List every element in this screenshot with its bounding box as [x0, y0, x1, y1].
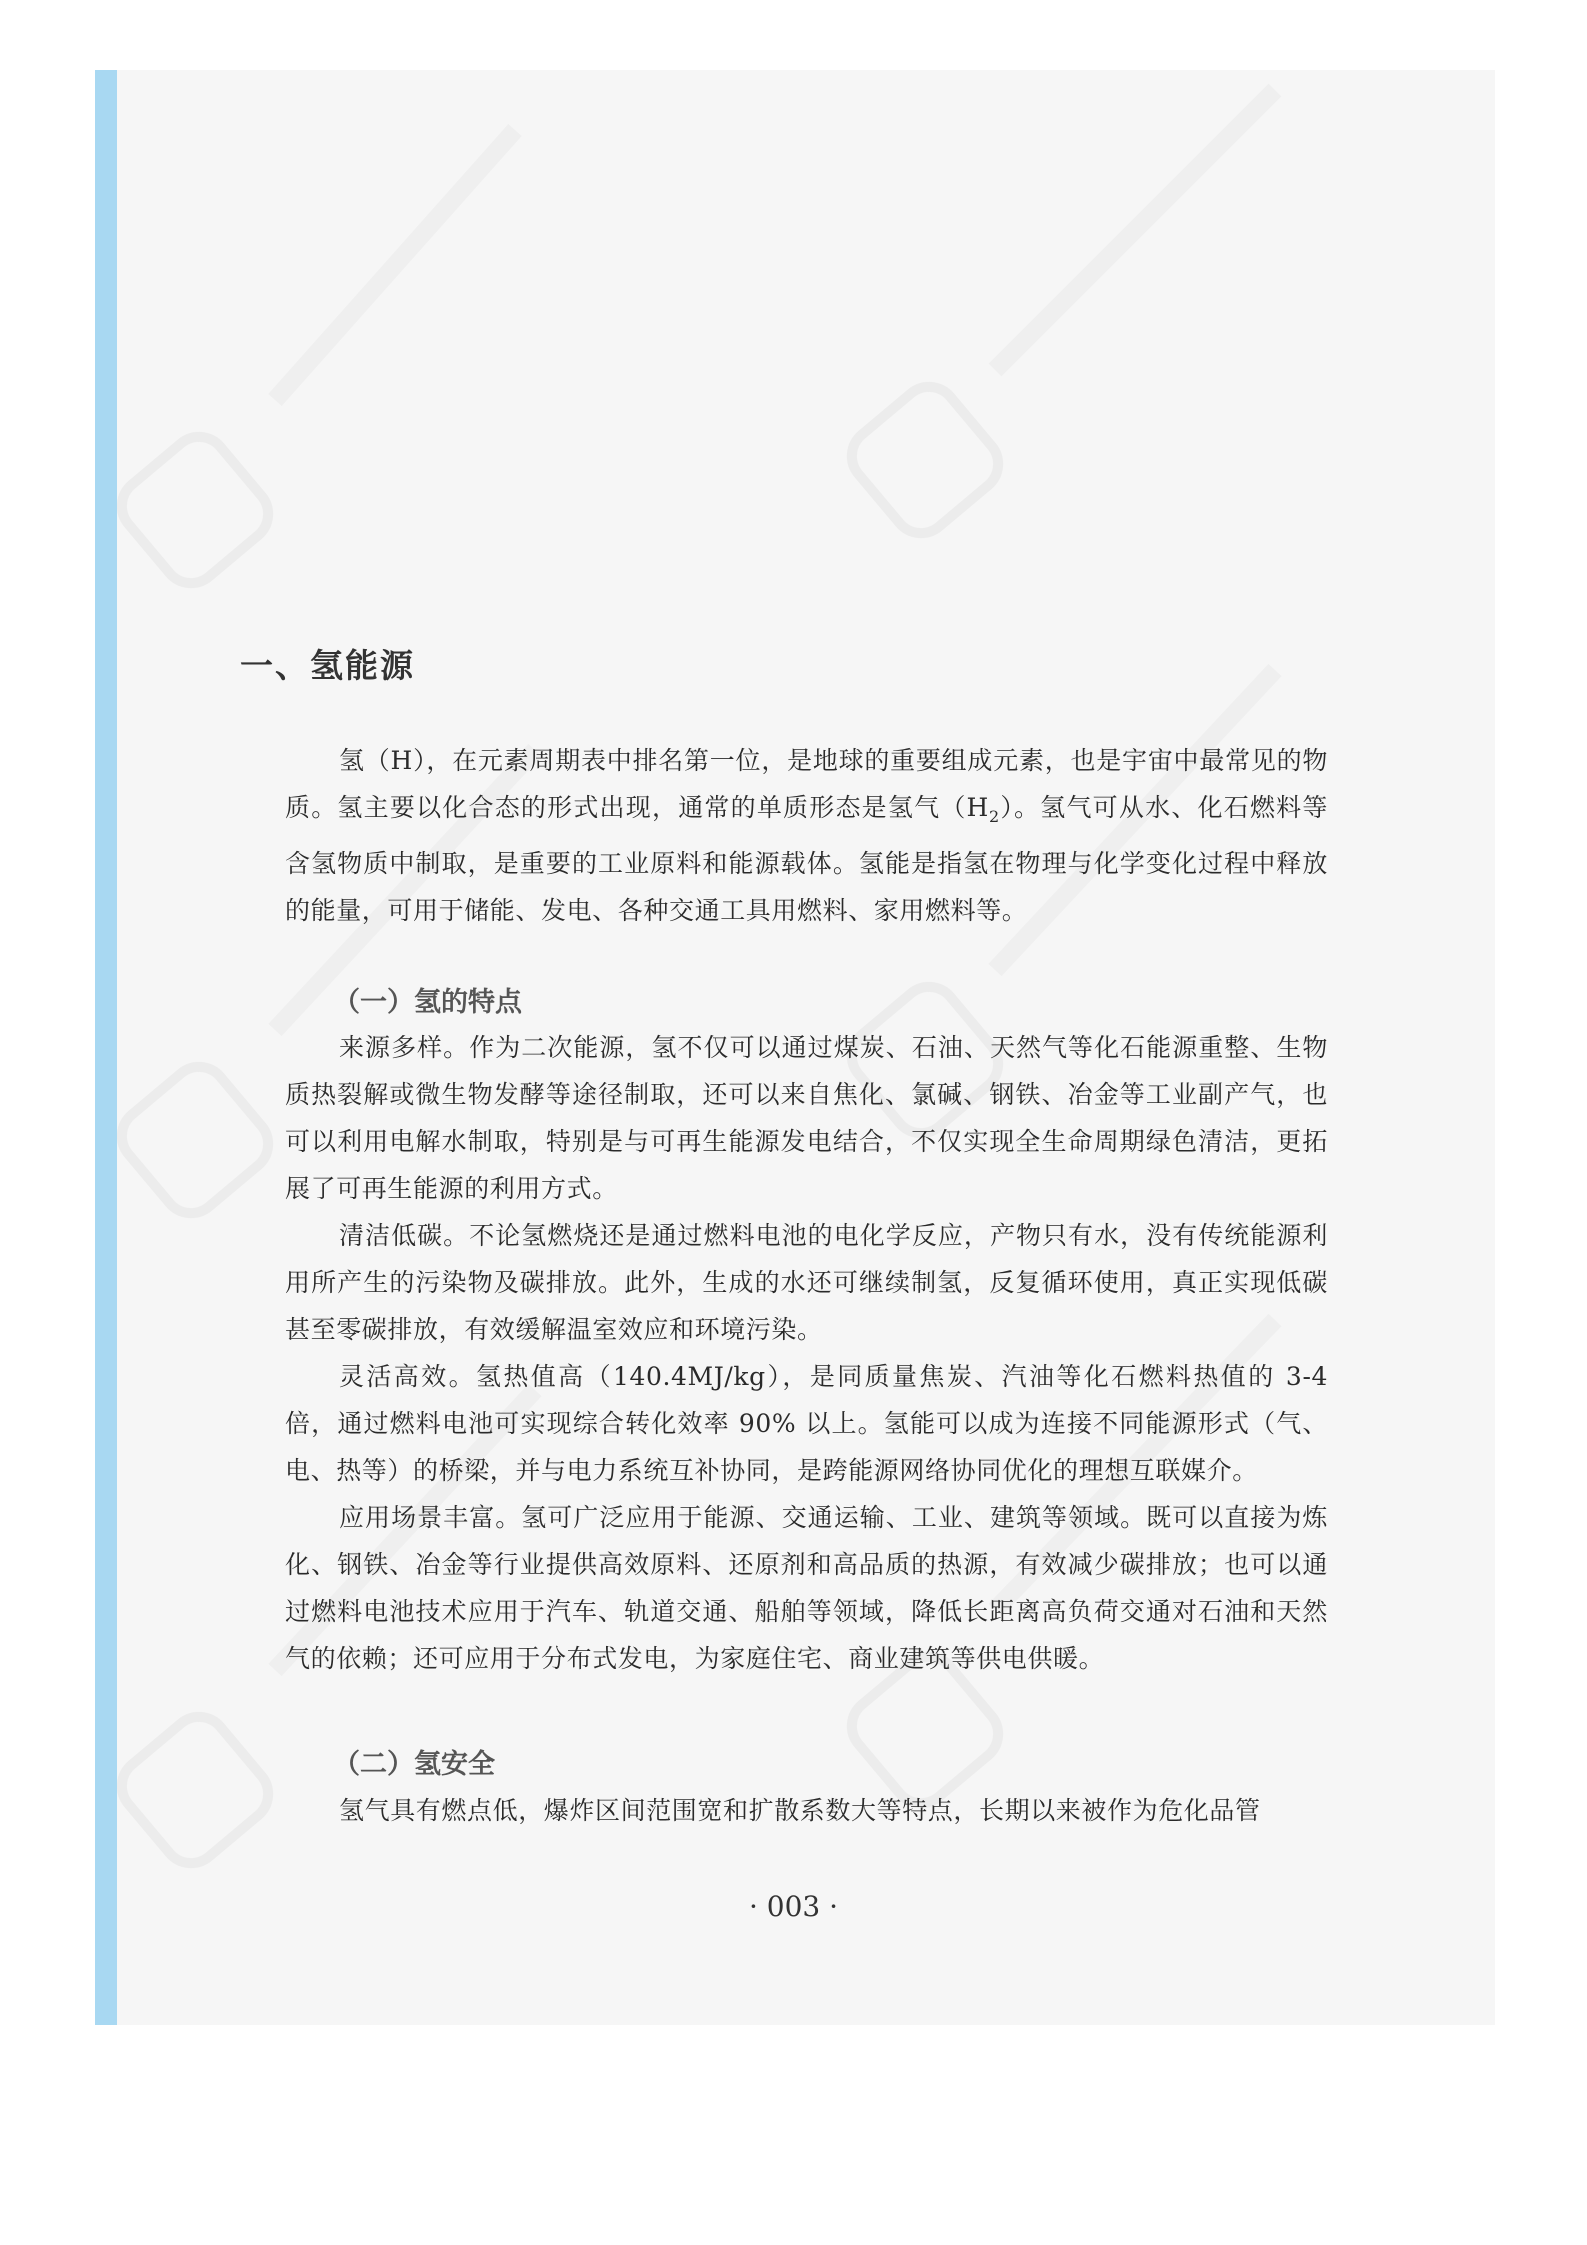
paragraph-source: 来源多样。作为二次能源，氢不仅可以通过煤炭、石油、天然气等化石能源重整、生物质热裂解或微生物发酵等途径制取，还可以来自焦化、氯碱、钢铁、冶金等工业副产气，也可以利用电解水制取，特别是与可再生能源发电结合，不仅实现全生命周期绿色清洁，更拓展了可再生能源的利用方式。 — [285, 1033, 1328, 1203]
paragraph-efficient: 灵活高效。氢热值高（140.4MJ/kg），是同质量焦炭、汽油等化石燃料热值的 3-4 倍，通过燃料电池可实现综合转化效率 90% 以上。氢能可以成为连接不同能源形式（气、电、热等）的桥梁，并与电力系统互补协同，是跨能源网络协同优化的理想互联媒介。 — [285, 1362, 1328, 1485]
intro-paragraph — [285, 737, 1328, 934]
intro-text-part1: 氢（H），在元素周期表中排名第一位，是地球的重要组成元素，也是宇宙中最常见的物质。氢主要以化合态的形式出现，通常的单质形态是氢气（H — [285, 746, 1328, 822]
paragraph-applications: 应用场景丰富。氢可广泛应用于能源、交通运输、工业、建筑等领域。既可以直接为炼化、钢铁、冶金等行业提供高效原料、还原剂和高品质的热源，有效减少碳排放；也可以通过燃料电池技术应用于汽车、轨道交通、船舶等领域，降低长距离高负荷交通对石油和天然气的依赖；还可应用于分布式发电，为家庭住宅、商业建筑等供电供暖。 — [285, 1503, 1328, 1673]
chapter-title: 一、氢能源 — [240, 646, 415, 685]
section-title-features: （一）氢的特点 — [333, 987, 522, 1018]
side-color-bar — [95, 70, 117, 2025]
page-number: · 003 · — [748, 1890, 839, 1923]
paragraph-clean: 清洁低碳。不论氢燃烧还是通过燃料电池的电化学反应，产物只有水，没有传统能源利用所产生的污染物及碳排放。此外，生成的水还可继续制氢，反复循环使用，真正实现低碳甚至零碳排放，有效缓解温室效应和环境污染。 — [285, 1221, 1328, 1344]
section-title-safety: （二）氢安全 — [333, 1749, 495, 1780]
paragraph-safety: 氢气具有燃点低，爆炸区间范围宽和扩散系数大等特点，长期以来被作为危化品管 — [339, 1796, 1261, 1825]
intro-subscript: 2 — [988, 807, 1000, 826]
intro-text-part2: ）。氢气可从水、化石燃料等含氢物质中制取，是重要的工业原料和能源载体。氢能是指氢在物理与化学变化过程中释放的能量，可用于储能、发电、各种交通工具用燃料、家用燃料等。 — [285, 793, 1328, 925]
